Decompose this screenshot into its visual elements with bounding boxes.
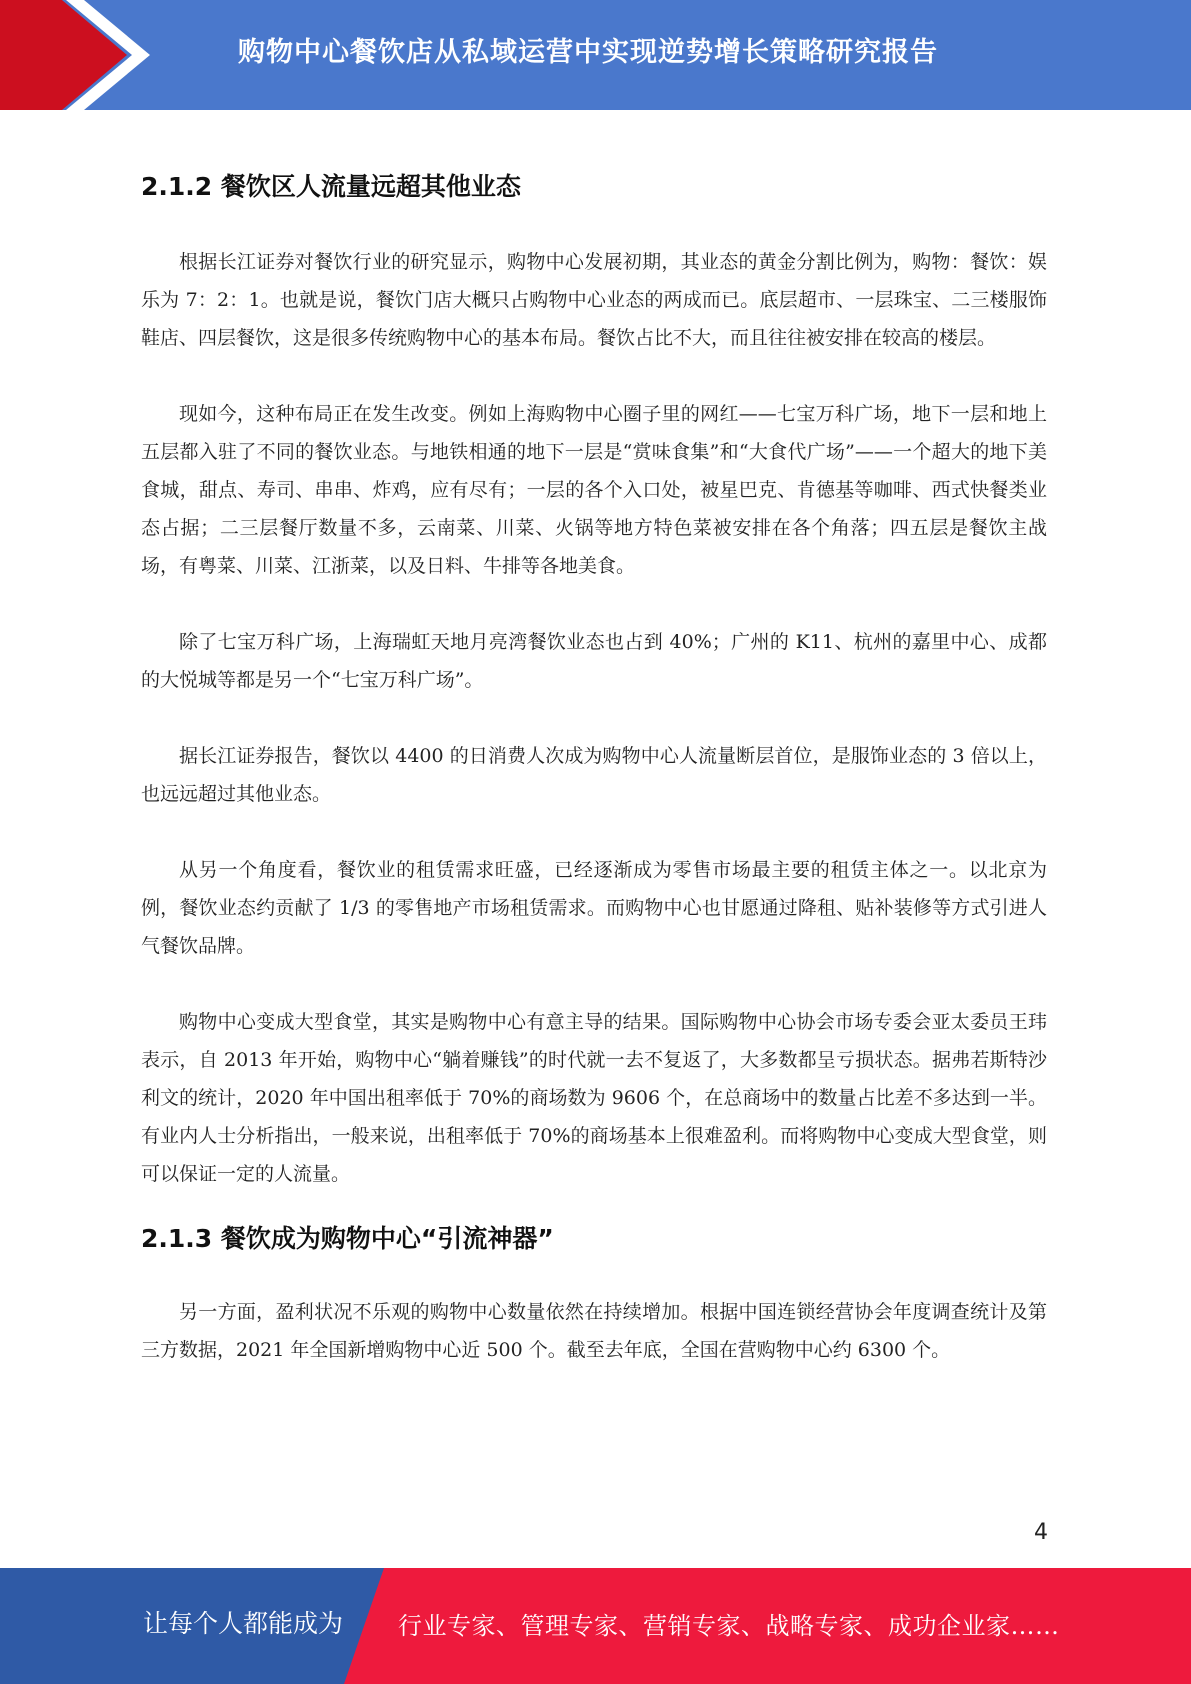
- paragraph: 据长江证券报告，餐饮以 4400 的日消费人次成为购物中心人流量断层首位，是服饰业态的 3 倍以上，也远远超过其他业态。: [141, 745, 1047, 805]
- paragraph: 除了七宝万科广场，上海瑞虹天地月亮湾餐饮业态也占到 40%；广州的 K11、杭州的嘉里中心、成都的大悦城等都是另一个“七宝万科广场”。: [141, 631, 1047, 691]
- section-heading-2-1-2: 2.1.2 餐饮区人流量远超其他业态: [141, 172, 521, 201]
- footer-slogan-right: 行业专家、管理专家、营销专家、战略专家、成功企业家……: [398, 1612, 1060, 1640]
- paragraph: 根据长江证券对餐饮行业的研究显示，购物中心发展初期，其业态的黄金分割比例为，购物：餐饮：娱乐为 7：2：1。也就是说，餐饮门店大概只占购物中心业态的两成而已。底层超市、一层珠宝、二三楼服饰鞋店、四层餐饮，这是很多传统购物中心的基本布局。餐饮占比不大，而且往往被安排在较高的楼层。: [141, 251, 1047, 349]
- page-footer: [0, 1568, 1191, 1684]
- section-heading-2-1-3: 2.1.3 餐饮成为购物中心“引流神器”: [141, 1224, 554, 1253]
- header-chevron-icon: [0, 0, 160, 110]
- paragraph: 从另一个角度看，餐饮业的租赁需求旺盛，已经逐渐成为零售市场最主要的租赁主体之一。以北京为例，餐饮业态约贡献了 1/3 的零售地产市场租赁需求。而购物中心也甘愿通过降租、贴补装修等方式引进人气餐饮品牌。: [141, 859, 1047, 957]
- header-title: 购物中心餐饮店从私域运营中实现逆势增长策略研究报告: [238, 37, 938, 68]
- header-red-arrow: [0, 0, 127, 110]
- paragraph: 另一方面，盈利状况不乐观的购物中心数量依然在持续增加。根据中国连锁经营协会年度调查统计及第三方数据，2021 年全国新增购物中心近 500 个。截至去年底，全国在营购物中心约 6300 个。: [141, 1301, 1047, 1361]
- page-content: [141, 165, 1047, 1369]
- paragraph: 现如今，这种布局正在发生改变。例如上海购物中心圈子里的网红——七宝万科广场，地下一层和地上五层都入驻了不同的餐饮业态。与地铁相通的地下一层是“赏味食集”和“大食代广场”——一个超大的地下美食城，甜点、寿司、串串、炸鸡，应有尽有；一层的各个入口处，被星巴克、肯德基等咖啡、西式快餐类业态占据；二三层餐厅数量不多，云南菜、川菜、火锅等地方特色菜被安排在各个角落；四五层是餐饮主战场，有粤菜、川菜、江浙菜，以及日料、牛排等各地美食。: [141, 403, 1047, 577]
- footer-slogan-left: 让每个人都能成为: [143, 1609, 344, 1638]
- page-number: 4: [1034, 1520, 1048, 1545]
- paragraph: 购物中心变成大型食堂，其实是购物中心有意主导的结果。国际购物中心协会市场专委会亚太委员王玮表示，自 2013 年开始，购物中心“躺着赚钱”的时代就一去不复返了，大多数都呈亏损状态。据弗若斯特沙利文的统计，2020 年中国出租率低于 70%的商场数为 9606 个，在总商场中的数量占比差不多达到一半。有业内人士分析指出，一般来说，出租率低于 70%的商场基本上很难盈利。而将购物中心变成大型食堂，则可以保证一定的人流量。: [141, 1011, 1047, 1185]
- page-header: [0, 0, 1191, 110]
